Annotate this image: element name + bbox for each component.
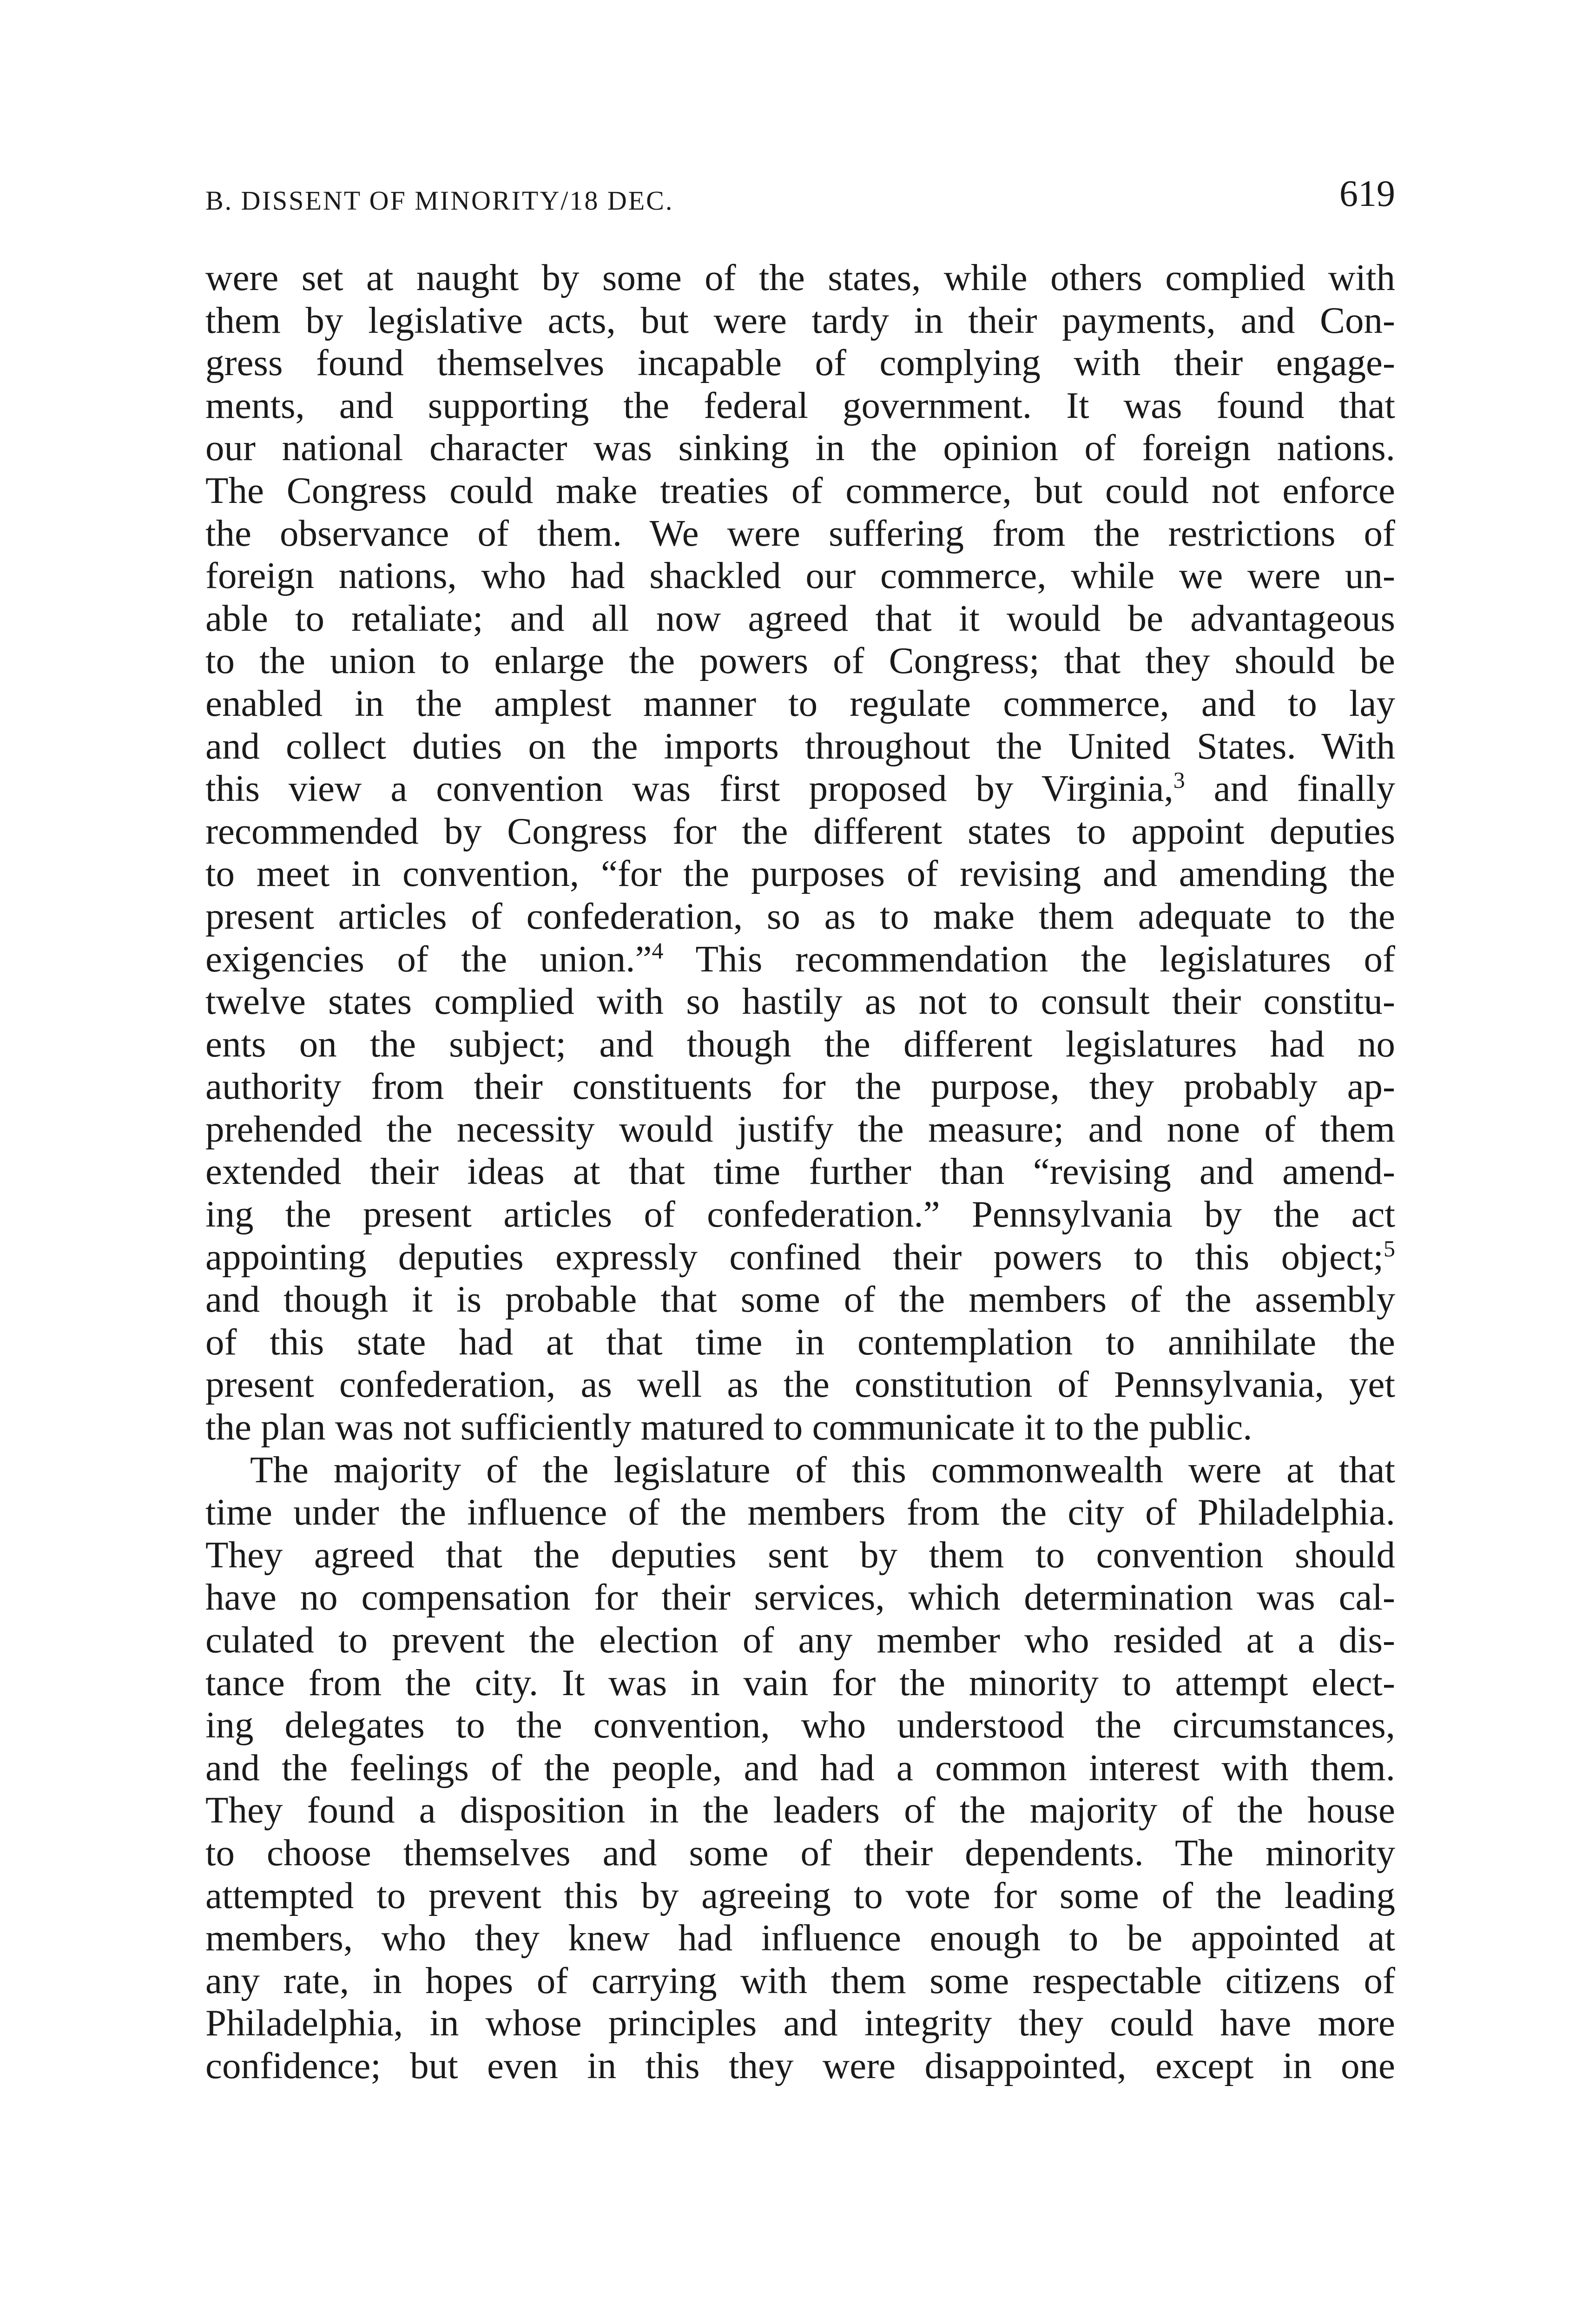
text-line: and collect duties on the imports throughout the United States. With: [205, 725, 1395, 767]
text-line: Philadelphia, in whose principles and integrity they could have more: [205, 2002, 1395, 2044]
text-segment: and finally: [1213, 767, 1396, 810]
text-line: and the feelings of the people, and had a common interest with them.: [205, 1746, 1395, 1789]
text-line: and though it is probable that some of the members of the assembly: [205, 1278, 1395, 1320]
text-segment: appointing deputies expressly confined their powers to this object;: [205, 1235, 1384, 1278]
text-line: attempted to prevent this by agreeing to vote for some of the leading: [205, 1874, 1395, 1916]
text-line: the observance of them. We were suffering from the restrictions of: [205, 512, 1395, 554]
footnote-marker: 3: [1173, 767, 1185, 793]
text-line: They found a disposition in the leaders of the majority of the house: [205, 1789, 1395, 1831]
running-title: B. DISSENT OF MINORITY/18 DEC.: [205, 185, 674, 216]
text-line: culated to prevent the election of any member who resided at a dis-: [205, 1619, 1395, 1661]
text-line: the plan was not sufficiently matured to communicate it to the public.: [205, 1406, 1252, 1448]
text-line: ents on the subject; and though the different legislatures had no: [205, 1023, 1395, 1065]
text-line: [205, 767, 1395, 810]
footnote-marker: 5: [1384, 1235, 1395, 1261]
text-line: twelve states complied with so hastily as not to consult their constitu-: [205, 980, 1395, 1023]
text-line: ing the present articles of confederation.” Pennsylvania by the act: [205, 1193, 1395, 1235]
text-line: gress found themselves incapable of complying with their engage-: [205, 342, 1395, 384]
text-line: were set at naught by some of the states, while others complied with: [205, 257, 1395, 298]
text-line: extended their ideas at that time further than “revising and amend-: [205, 1150, 1395, 1193]
text-segment: exigencies of the union.”: [205, 938, 652, 980]
text-line: our national character was sinking in the opinion of foreign nations.: [205, 427, 1395, 469]
text-line: They agreed that the deputies sent by them to convention should: [205, 1533, 1395, 1576]
text-segment: This recommendation the legislatures of: [695, 938, 1395, 980]
text-line: confidence; but even in this they were disappointed, except in one: [205, 2044, 1395, 2086]
text-line: of this state had at that time in contemplation to annihilate the: [205, 1320, 1395, 1363]
text-line: The majority of the legislature of this commonwealth were at that: [250, 1448, 1395, 1491]
body-text: [205, 257, 1395, 2087]
text-line: to choose themselves and some of their dependents. The minority: [205, 1831, 1395, 1874]
page-number: 619: [1339, 173, 1395, 214]
text-line: members, who they knew had influence enough to be appointed at: [205, 1917, 1395, 1959]
footnote-marker: 4: [652, 937, 664, 964]
text-line: recommended by Congress for the different states to appoint deputies: [205, 810, 1395, 852]
text-line: authority from their constituents for the purpose, they probably ap-: [205, 1065, 1395, 1108]
text-line: have no compensation for their services, which determination was cal-: [205, 1576, 1395, 1618]
text-line: them by legislative acts, but were tardy in their payments, and Con-: [205, 299, 1395, 341]
text-line: [205, 1236, 1395, 1279]
text-line: present confederation, as well as the constitution of Pennsylvania, yet: [205, 1363, 1395, 1406]
text-line: ing delegates to the convention, who understood the circumstances,: [205, 1704, 1395, 1746]
text-line: tance from the city. It was in vain for the minority to attempt elect-: [205, 1661, 1395, 1703]
text-line: time under the influence of the members from the city of Philadelphia.: [205, 1491, 1395, 1533]
text-line: The Congress could make treaties of commerce, but could not enforce: [205, 469, 1395, 511]
text-line: ments, and supporting the federal government. It was found that: [205, 384, 1395, 426]
text-line: to the union to enlarge the powers of Congress; that they should be: [205, 640, 1395, 682]
text-line: to meet in convention, “for the purposes of revising and amending the: [205, 852, 1395, 895]
text-line: foreign nations, who had shackled our commerce, while we were un-: [205, 555, 1395, 597]
text-line: enabled in the amplest manner to regulate commerce, and to lay: [205, 682, 1395, 724]
text-line: able to retaliate; and all now agreed that it would be advantageous: [205, 597, 1395, 639]
text-line: [205, 938, 1395, 981]
text-line: any rate, in hopes of carrying with them some respectable citizens of: [205, 1959, 1395, 2001]
text-segment: this view a convention was first proposed by Virginia,: [205, 767, 1173, 810]
running-head: [205, 173, 1395, 224]
text-line: present articles of confederation, so as to make them adequate to the: [205, 895, 1395, 937]
text-line: prehended the necessity would justify the measure; and none of them: [205, 1108, 1395, 1150]
